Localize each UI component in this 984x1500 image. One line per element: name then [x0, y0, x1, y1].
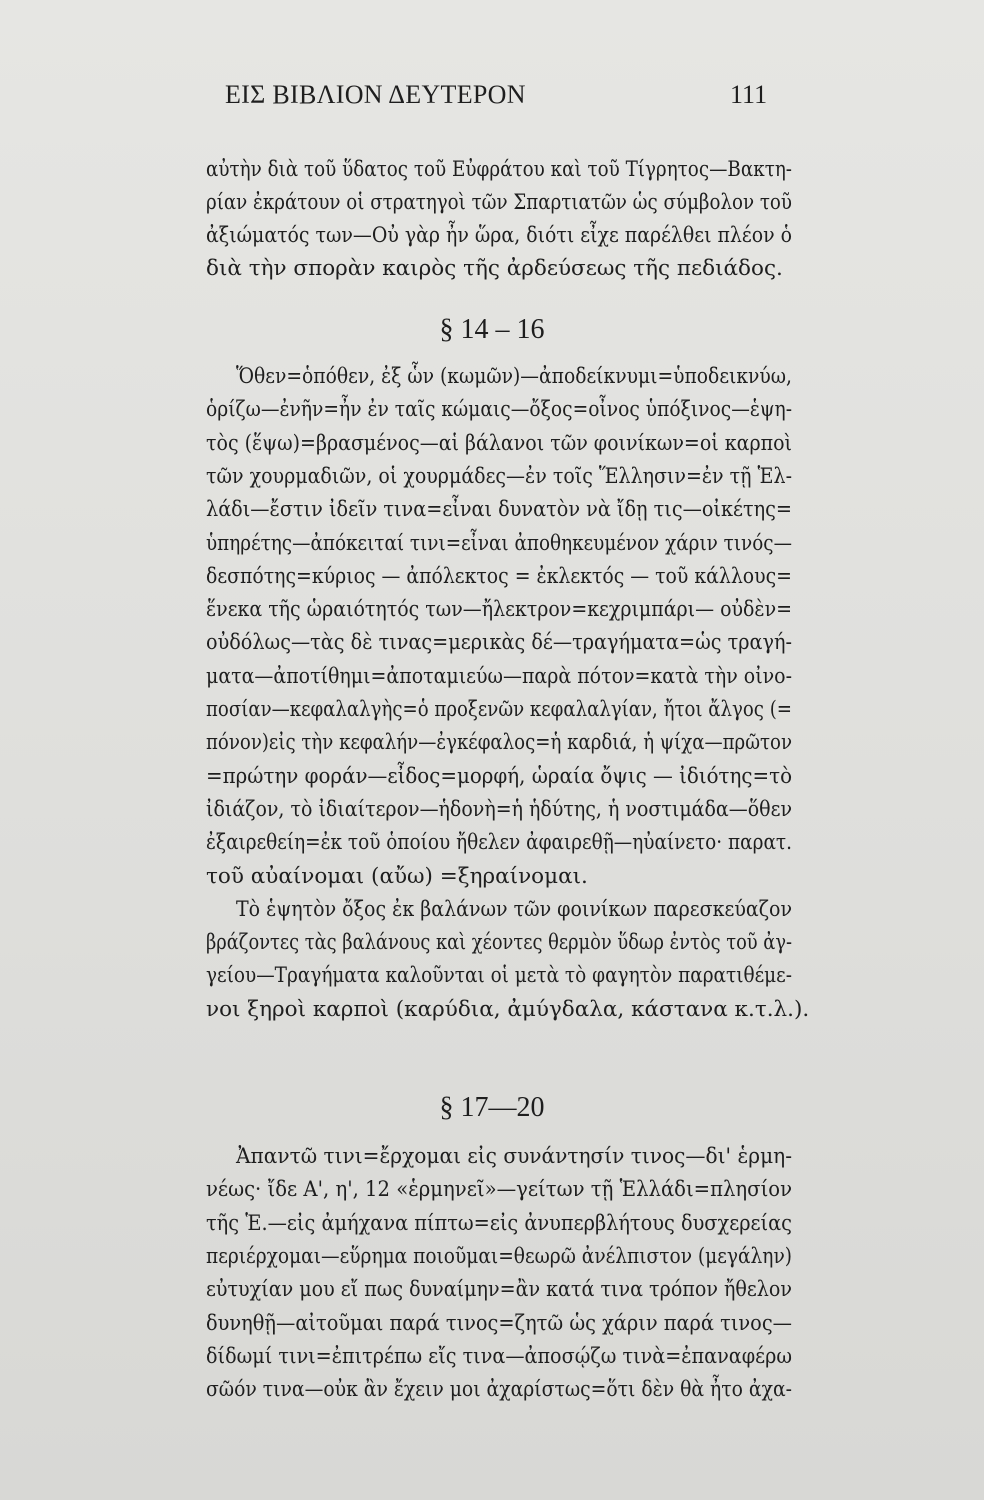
- intro-line: [0, 252, 984, 286]
- section1-line: [0, 860, 984, 894]
- section1-line: [0, 493, 984, 527]
- text-line-content: ἰδιάζον, τὸ ἰδιαίτερον—ἡδονὴ=ἡ ἡδύτης, ἡ νοστιμάδα—ὅθεν: [206, 797, 792, 822]
- section2-line: [0, 1140, 984, 1174]
- section2-line: [0, 1207, 984, 1241]
- section2-line: [0, 1340, 984, 1374]
- text-line-content: ὁρίζω—ἐνῆν=ἦν ἐν ταῖς κώμαις—ὄξος=οἶνος ὑπόξινος—ἑψη-: [206, 397, 792, 422]
- text-line-content: τῆς Ἑ.—εἰς ἀμήχανα πίπτω=εἰς ἀνυπερβλήτους δυσχερείας: [206, 1211, 792, 1236]
- section1-line: [0, 726, 984, 760]
- text-line-content: ὑπηρέτης—ἀπόκειταί τινι=εἶναι ἀποθηκευμένον χάριν τινός—: [206, 531, 792, 556]
- page-number: 111: [730, 80, 768, 109]
- text-line-content: ματα—ἀποτίθημι=ἀποταμιεύω—παρὰ πότον=κατὰ τὴν οἰνο-: [206, 664, 792, 689]
- section1-line: [0, 926, 984, 960]
- section1-line: [0, 593, 984, 627]
- section2-line: [0, 1240, 984, 1274]
- text-line-content: πόνον)εἰς τὴν κεφαλήν—ἐγκέφαλος=ἡ καρδιά, ἡ ψίχα—πρῶτον: [206, 730, 792, 755]
- section1-line: [0, 560, 984, 594]
- section1-line: [0, 793, 984, 827]
- text-line-content: περιέρχομαι—εὕρημα ποιοῦμαι=θεωρῶ ἀνέλπιστον (μεγάλην): [206, 1244, 792, 1269]
- section1-line: [0, 826, 984, 860]
- section1-line: [0, 427, 984, 461]
- text-line-content: ἀξιώματός των—Οὐ γὰρ ἦν ὥρα, διότι εἶχε παρέλθει πλέον ὁ: [206, 223, 792, 248]
- intro-line: [0, 219, 984, 253]
- text-line-content: δυνηθῇ—αἰτοῦμαι παρά τινος=ζητῶ ὡς χάριν παρά τινος—: [206, 1311, 792, 1336]
- text-line-content: δίδωμί τινι=ἐπιτρέπω εἴς τινα—ἀποσῴζω τινὰ=ἐπαναφέρω: [206, 1344, 792, 1369]
- section1-line: [0, 626, 984, 660]
- section1-line: [0, 893, 984, 927]
- text-line-content: νέως· ἴδε Α', η', 12 «ἑρμηνεῖ»—γείτων τῇ Ἑλλάδι=πλησίον: [206, 1177, 792, 1202]
- section1-line: [0, 360, 984, 394]
- text-line-content: αὐτὴν διὰ τοῦ ὕδατος τοῦ Εὐφράτου καὶ τοῦ Τίγρητος—Βακτη-: [206, 157, 792, 182]
- text-line-content: τὸς (ἕψω)=βρασμένος—αἱ βάλανοι τῶν φοινίκων=οἱ καρποὶ: [206, 431, 792, 456]
- section1-line: [0, 460, 984, 494]
- text-line-content: τῶν χουρμαδιῶν, οἱ χουρμάδες—ἐν τοῖς Ἕλλησιν=ἐν τῇ Ἑλ-: [206, 464, 792, 489]
- section1-line: [0, 527, 984, 561]
- text-line-content: ποσίαν—κεφαλαλγὴς=ὁ προξενῶν κεφαλαλγίαν, ἤτοι ἄλγος (=: [206, 697, 792, 722]
- text-line-content: ἐξαιρεθείη=ἐκ τοῦ ὁποίου ἤθελεν ἀφαιρεθῇ—ηὐαίνετο· παρατ.: [206, 830, 792, 855]
- text-line-content: οὐδόλως—τὰς δὲ τινας=μερικὰς δέ—τραγήματα=ὡς τραγή-: [206, 630, 792, 655]
- section1-line: [0, 993, 984, 1027]
- text-line-content: Τὸ ἑψητὸν ὄξος ἐκ βαλάνων τῶν φοινίκων παρεσκεύαζον: [236, 897, 792, 922]
- section2-line: [0, 1173, 984, 1207]
- section1-line: [0, 760, 984, 794]
- text-line-content: ἕνεκα τῆς ὡραιότητός των—ἤλεκτρον=κεχριμπάρι— οὐδὲν=: [206, 597, 792, 622]
- section2-line: [0, 1307, 984, 1341]
- text-line-content: Ὅθεν=ὁπόθεν, ἐξ ὧν (κωμῶν)—ἀποδείκνυμι=ὑποδεικνύω,: [236, 364, 792, 389]
- text-line-content: λάδι—ἔστιν ἰδεῖν τινα=εἶναι δυνατὸν νὰ ἴδῃ τις—οἰκέτης=: [206, 497, 792, 522]
- section1-line: [0, 660, 984, 694]
- text-line-content: εὐτυχίαν μου εἴ πως δυναίμην=ἂν κατά τινα τρόπον ἤθελον: [206, 1277, 792, 1302]
- section1-line: [0, 959, 984, 993]
- section1-line: [0, 393, 984, 427]
- page-header: [0, 80, 984, 120]
- section1-line: [0, 693, 984, 727]
- section2-line: [0, 1373, 984, 1407]
- text-line-content: διὰ τὴν σπορὰν καιρὸς τῆς ἀρδεύσεως τῆς πεδιάδος.: [206, 256, 783, 281]
- intro-line: [0, 186, 984, 220]
- text-line-content: =πρώτην φοράν—εἶδος=μορφή, ὡραία ὄψις — ἰδιότης=τὸ: [206, 764, 792, 789]
- running-title: ΕΙΣ ΒΙΒΛΙΟΝ ΔΕΥΤΕΡΟΝ: [225, 80, 526, 109]
- text-line-content: βράζοντες τὰς βαλάνους καὶ χέοντες θερμὸν ὕδωρ ἐντὸς τοῦ ἀγ-: [206, 930, 792, 955]
- intro-line: [0, 153, 984, 187]
- text-line-content: σῶόν τινα—οὐκ ἂν ἔχειν μοι ἀχαρίστως=ὅτι δὲν θὰ ἦτο ἀχα-: [206, 1377, 792, 1402]
- text-line-content: τοῦ αὐαίνομαι (αὔω) =ξηραίνομαι.: [206, 864, 588, 889]
- text-line-content: ρίαν ἐκράτουν οἱ στρατηγοὶ τῶν Σπαρτιατῶν ὡς σύμβολον τοῦ: [206, 190, 792, 215]
- section-heading-17-20: § 17—20: [439, 1092, 545, 1123]
- text-line-content: γείου—Τραγήματα καλοῦνται οἱ μετὰ τὸ φαγητὸν παρατιθέμε-: [206, 963, 792, 988]
- text-line-content: Ἀπαντῶ τινι=ἔρχομαι εἰς συνάντησίν τινος—δι' ἑρμη-: [236, 1144, 792, 1169]
- section-heading-14-16: § 14 – 16: [439, 314, 545, 345]
- text-line-content: νοι ξηροὶ καρποὶ (καρύδια, ἀμύγδαλα, κάστανα κ.τ.λ.).: [206, 997, 810, 1022]
- text-line-content: δεσπότης=κύριος — ἀπόλεκτος = ἐκλεκτός — τοῦ κάλλους=: [206, 564, 792, 589]
- section2-line: [0, 1273, 984, 1307]
